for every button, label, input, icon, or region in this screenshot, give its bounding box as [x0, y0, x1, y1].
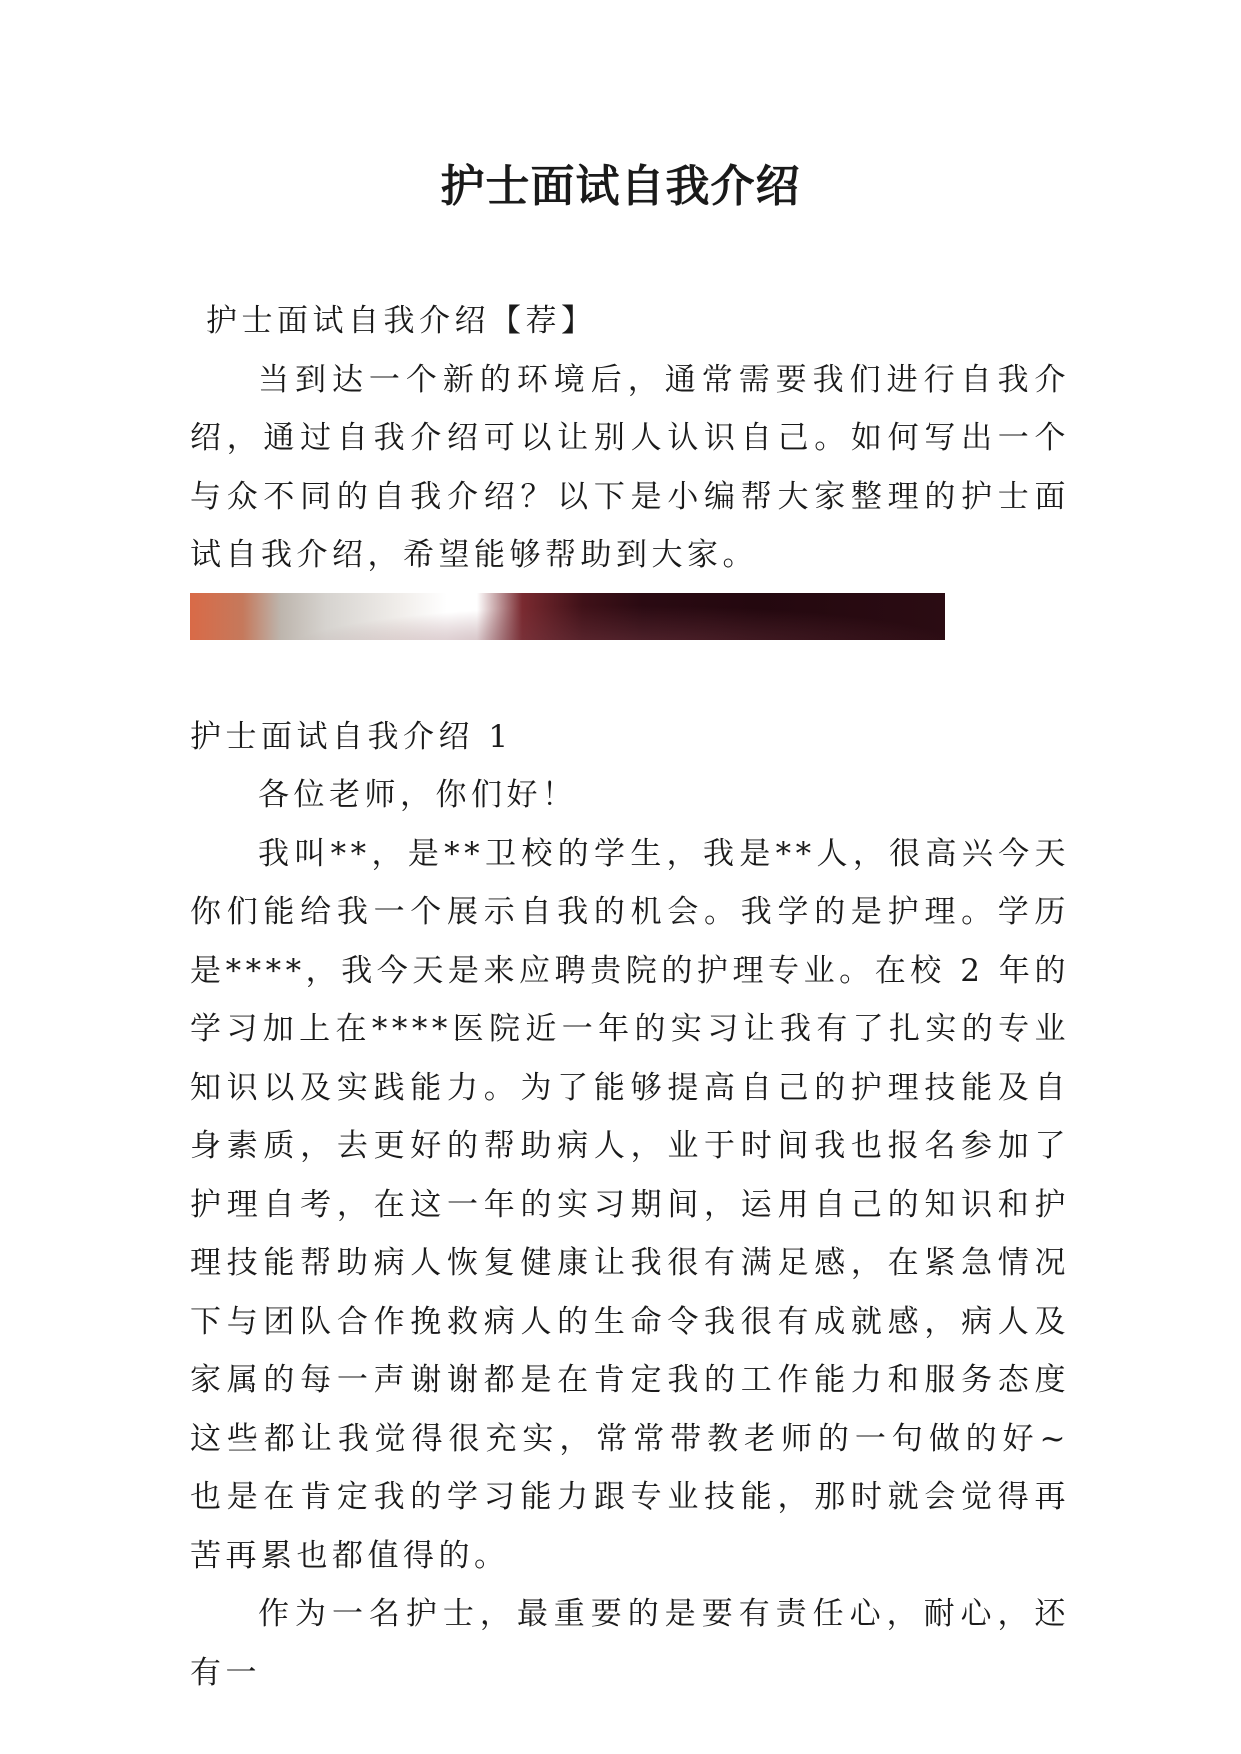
cropped-photo-image — [190, 593, 945, 640]
document-body — [190, 292, 1070, 1702]
document-subtitle: 护士面试自我介绍【荐】 — [206, 303, 597, 339]
intro-paragraph: 当到达一个新的环境后，通常需要我们进行自我介绍，通过自我介绍可以让别人认识自己。如何写出一个与众不同的自我介绍？以下是小编帮大家整理的护士面试自我介绍，希望能够帮助到大家。 — [190, 361, 1070, 573]
body-paragraph-intro: 我叫**，是**卫校的学生，我是**人，很高兴今天你们能给我一个展示自我的机会。我学的是护理。学历是****，我今天是来应聘贵院的护理专业。在校 2 年的学习加上在****医院近一年的实习让我有了扎实的专业知识以及实践能力。为了能够提高自己的护理技能及自身素质，去更好的帮助病人，业于时间我也报名参加了护理自考，在这一年的实习期间，运用自己的知识和护理技能帮助病人恢复健康让我很有满足感，在紧急情况下与团队合作挽救病人的生命令我很有成就感，病人及家属的每一声谢谢都是在肯定我的工作能力和服务态度这些都让我觉得很充实，常常带教老师的一句做的好~也是在肯定我的学习能力跟专业技能，那时就会觉得再苦再累也都值得的。 — [190, 835, 1070, 1574]
document-title: 护士面试自我介绍 — [440, 161, 801, 212]
body-paragraph-responsibility: 作为一名护士，最重要的是要有责任心，耐心，还有一 — [190, 1596, 1070, 1691]
section-heading: 护士面试自我介绍 1 — [190, 718, 513, 755]
body-paragraph-greeting: 各位老师，你们好！ — [258, 777, 578, 813]
